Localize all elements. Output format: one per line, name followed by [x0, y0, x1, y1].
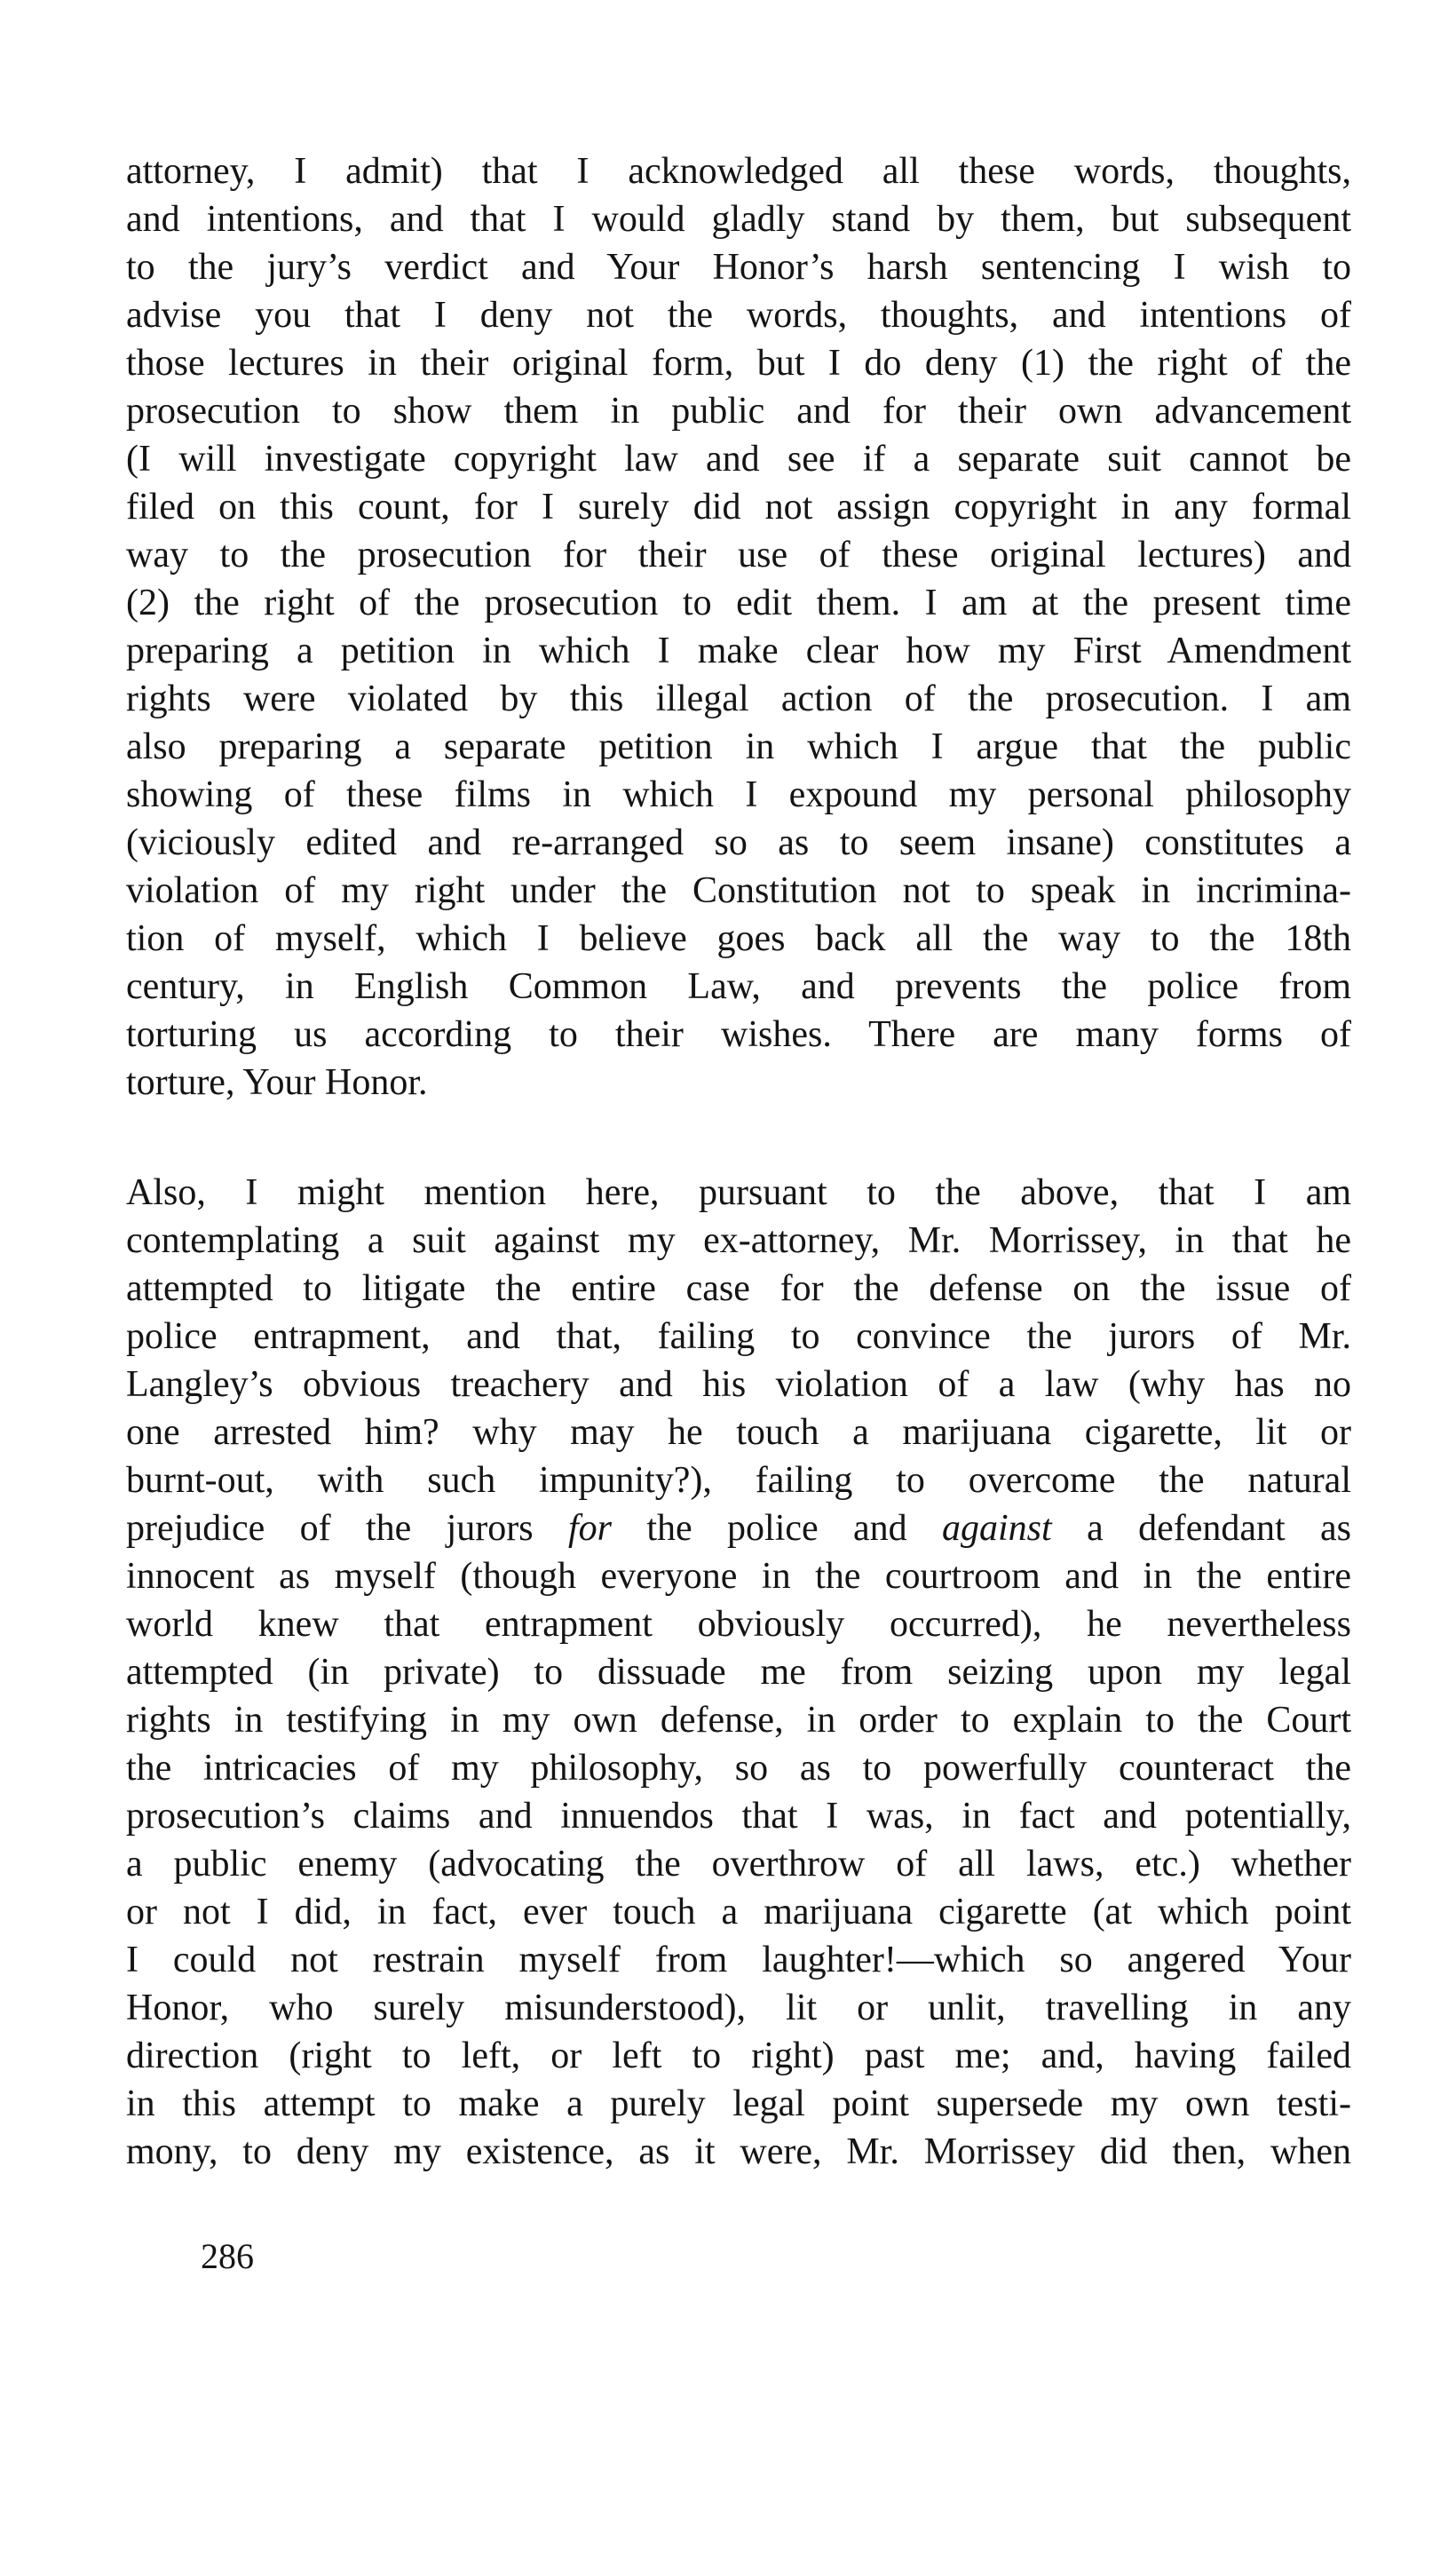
paragraph-1: [126, 147, 1351, 1107]
text-run: a defendant as: [1051, 1508, 1351, 1549]
emphasis-for: for: [567, 1508, 612, 1549]
text-line: prosecution’s claims and innuendos that I was, in fact and potentially,: [126, 1796, 1351, 1837]
text-line: Honor, who surely misunderstood), lit or unlit, travelling in any: [126, 1988, 1351, 2028]
text-line: (2) the right of the prosecution to edit them. I am at the present time: [126, 583, 1351, 623]
text-line: contemplating a suit against my ex-attorney, Mr. Morrissey, in that he: [126, 1220, 1351, 1261]
text-line: the intricacies of my philosophy, so as to powerfully counteract the: [126, 1748, 1351, 1789]
text-line: innocent as myself (though everyone in the courtroom and in the entire: [126, 1556, 1351, 1597]
text-line: Also, I might mention here, pursuant to the above, that I am: [126, 1172, 1351, 1213]
text-line-italic-emphasis: [126, 1504, 1351, 1552]
text-line: torturing us according to their wishes. There are many forms of: [126, 1014, 1351, 1055]
text-line: rights were violated by this illegal action of the prosecution. I am: [126, 678, 1351, 719]
text-line: violation of my right under the Constitution not to speak in incrimina-: [126, 870, 1351, 911]
text-run: prejudice of the jurors: [126, 1508, 568, 1549]
emphasis-against: against: [942, 1508, 1052, 1549]
text-line: also preparing a separate petition in which I argue that the public: [126, 726, 1351, 767]
page-number: 286: [201, 2236, 254, 2276]
text-line: preparing a petition in which I make clear how my First Amendment: [126, 631, 1351, 671]
text-line: rights in testifying in my own defense, in order to explain to the Court: [126, 1700, 1351, 1741]
text-line: attempted to litigate the entire case for the defense on the issue of: [126, 1268, 1351, 1309]
text-line: world knew that entrapment obviously occurred), he nevertheless: [126, 1604, 1351, 1645]
text-line: and intentions, and that I would gladly stand by them, but subsequent: [126, 199, 1351, 240]
text-line: torture, Your Honor.: [126, 1062, 428, 1103]
text-line: attempted (in private) to dissuade me from seizing upon my legal: [126, 1652, 1351, 1693]
text-line: to the jury’s verdict and Your Honor’s harsh sentencing I wish to: [126, 247, 1351, 288]
text-line: burnt-out, with such impunity?), failing to overcome the natural: [126, 1460, 1351, 1501]
text-line: century, in English Common Law, and prevents the police from: [126, 966, 1351, 1007]
text-line: Langley’s obvious treachery and his violation of a law (why has no: [126, 1364, 1351, 1405]
text-line: (viciously edited and re-arranged so as to seem insane) constitutes a: [126, 822, 1351, 863]
text-line: direction (right to left, or left to right) past me; and, having failed: [126, 2035, 1351, 2076]
text-line: attorney, I admit) that I acknowledged all these words, thoughts,: [126, 151, 1351, 192]
text-line: those lectures in their original form, but I do deny (1) the right of the: [126, 343, 1351, 384]
text-run: the police and: [612, 1508, 943, 1549]
text-line: advise you that I deny not the words, thoughts, and intentions of: [126, 295, 1351, 336]
text-line: (I will investigate copyright law and see if a separate suit cannot be: [126, 439, 1351, 480]
paragraph-2: [126, 1169, 1351, 2176]
text-line: way to the prosecution for their use of these original lectures) and: [126, 535, 1351, 575]
text-line: police entrapment, and that, failing to convince the jurors of Mr.: [126, 1316, 1351, 1357]
text-line: prosecution to show them in public and for their own advancement: [126, 391, 1351, 432]
text-line: one arrested him? why may he touch a marijuana cigarette, lit or: [126, 1412, 1351, 1453]
text-line: mony, to deny my existence, as it were, Mr. Morrissey did then, when: [126, 2131, 1351, 2172]
text-line: showing of these films in which I expound my personal philosophy: [126, 774, 1351, 815]
text-line: I could not restrain myself from laughter!—which so angered Your: [126, 1940, 1351, 1980]
text-line: tion of myself, which I believe goes back all the way to the 18th: [126, 918, 1351, 959]
text-line: or not I did, in fact, ever touch a marijuana cigarette (at which point: [126, 1892, 1351, 1932]
text-line: a public enemy (advocating the overthrow of all laws, etc.) whether: [126, 1844, 1351, 1885]
text-line: in this attempt to make a purely legal point supersede my own testi-: [126, 2083, 1351, 2124]
text-line: filed on this count, for I surely did not assign copyright in any formal: [126, 487, 1351, 528]
